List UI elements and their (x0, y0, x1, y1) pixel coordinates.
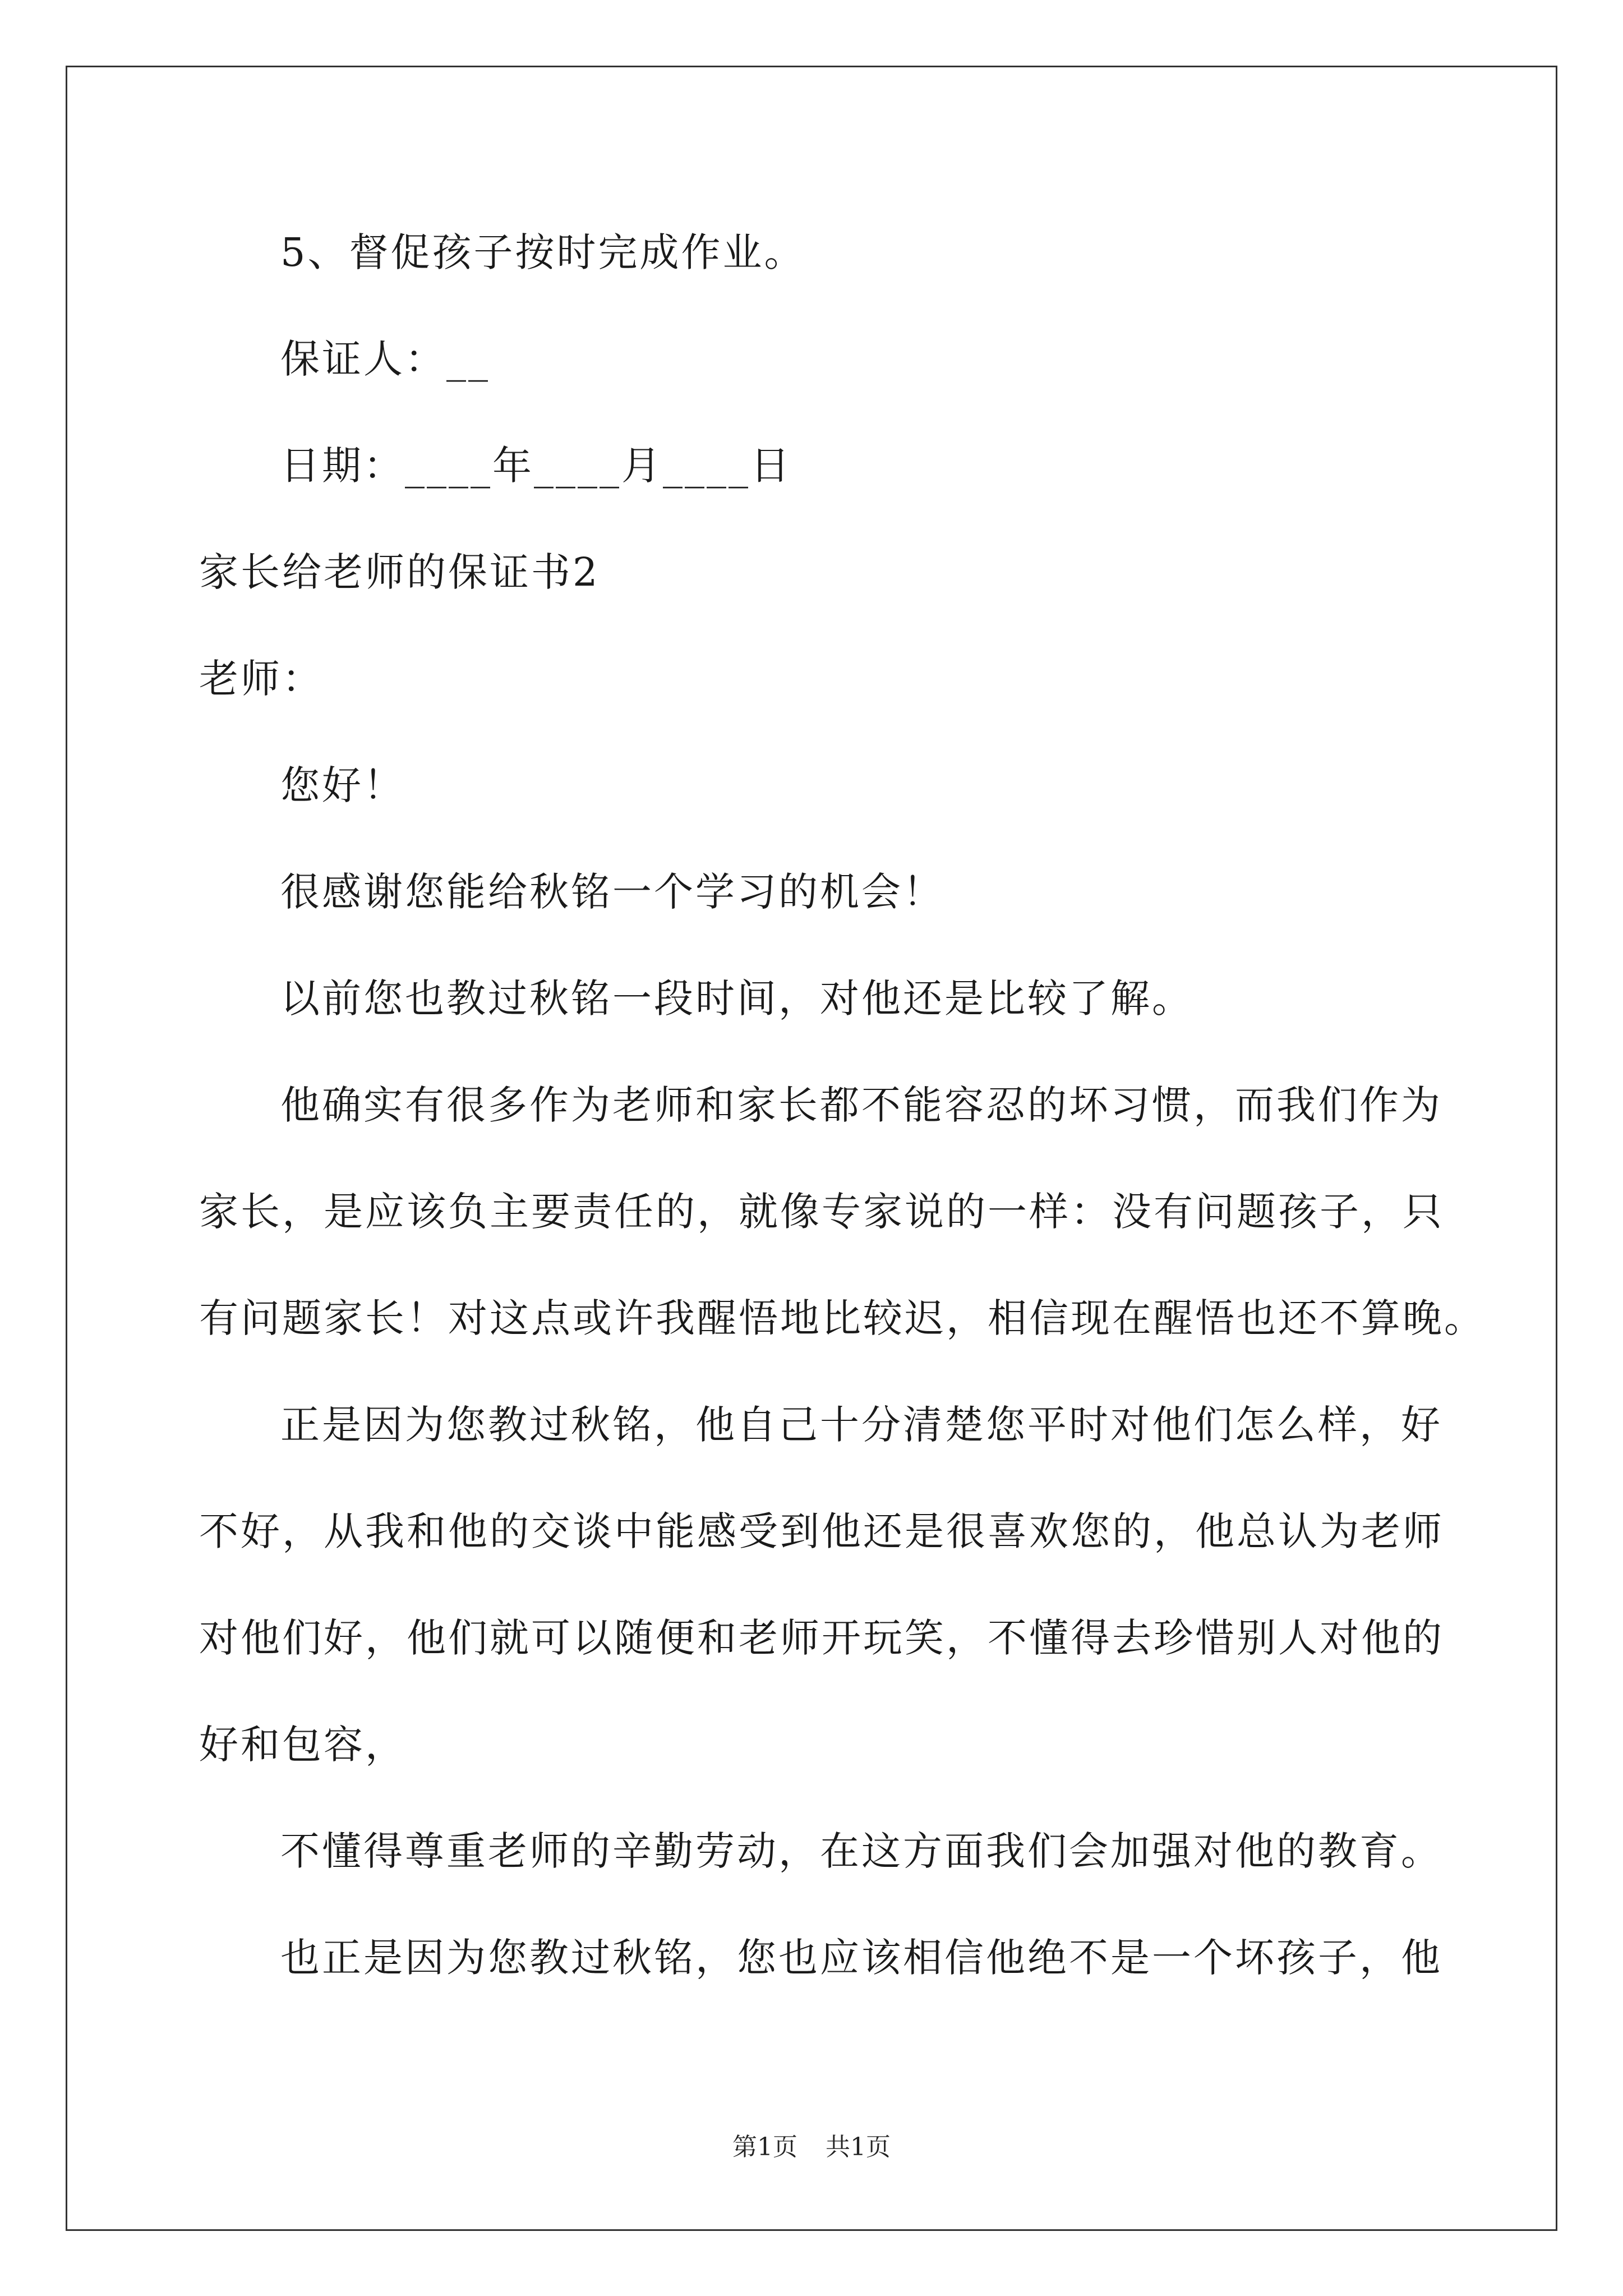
page-footer (0, 2132, 1623, 2163)
paragraph-line: 以前您也教过秋铭一段时间，对他还是比较了解。 (280, 976, 1193, 1022)
paragraph-line: 对他们好，他们就可以随便和老师开玩笑，不懂得去珍惜别人对他的 (199, 1615, 1444, 1661)
paragraph-line: 也正是因为您教过秋铭，您也应该相信他绝不是一个坏孩子，他 (280, 1935, 1442, 1981)
greeting: 您好！ (280, 762, 405, 808)
section-title: 家长给老师的保证书2 (199, 549, 600, 595)
paragraph-line: 有问题家长！对这点或许我醒悟地比较迟，相信现在醒悟也还不算晚。 (199, 1295, 1486, 1341)
salutation: 老师： (199, 656, 324, 702)
paragraph-line: 他确实有很多作为老师和家长都不能容忍的坏习惯，而我们作为 (280, 1082, 1442, 1128)
page-number: 第1页 (732, 2133, 797, 2161)
paragraph-line: 家长，是应该负主要责任的，就像专家说的一样：没有问题孩子，只 (199, 1189, 1444, 1235)
paragraph-line: 不懂得尊重老师的辛勤劳动，在这方面我们会加强对他的教育。 (280, 1828, 1442, 1874)
list-item-supervise-homework: 5、督促孩子按时完成作业。 (280, 229, 806, 275)
date-line: 日期：____年____月____日 (280, 443, 792, 489)
page-border (66, 66, 1557, 2231)
paragraph-line: 很感谢您能给秋铭一个学习的机会！ (280, 869, 944, 915)
page-total: 共1页 (826, 2133, 891, 2161)
paragraph-line: 正是因为您教过秋铭，他自己十分清楚您平时对他们怎么样，好 (280, 1402, 1442, 1448)
guarantor-line: 保证人：__ (280, 336, 490, 382)
paragraph-line: 好和包容， (199, 1722, 407, 1768)
paragraph-line: 不好，从我和他的交谈中能感受到他还是很喜欢您的，他总认为老师 (199, 1508, 1444, 1554)
